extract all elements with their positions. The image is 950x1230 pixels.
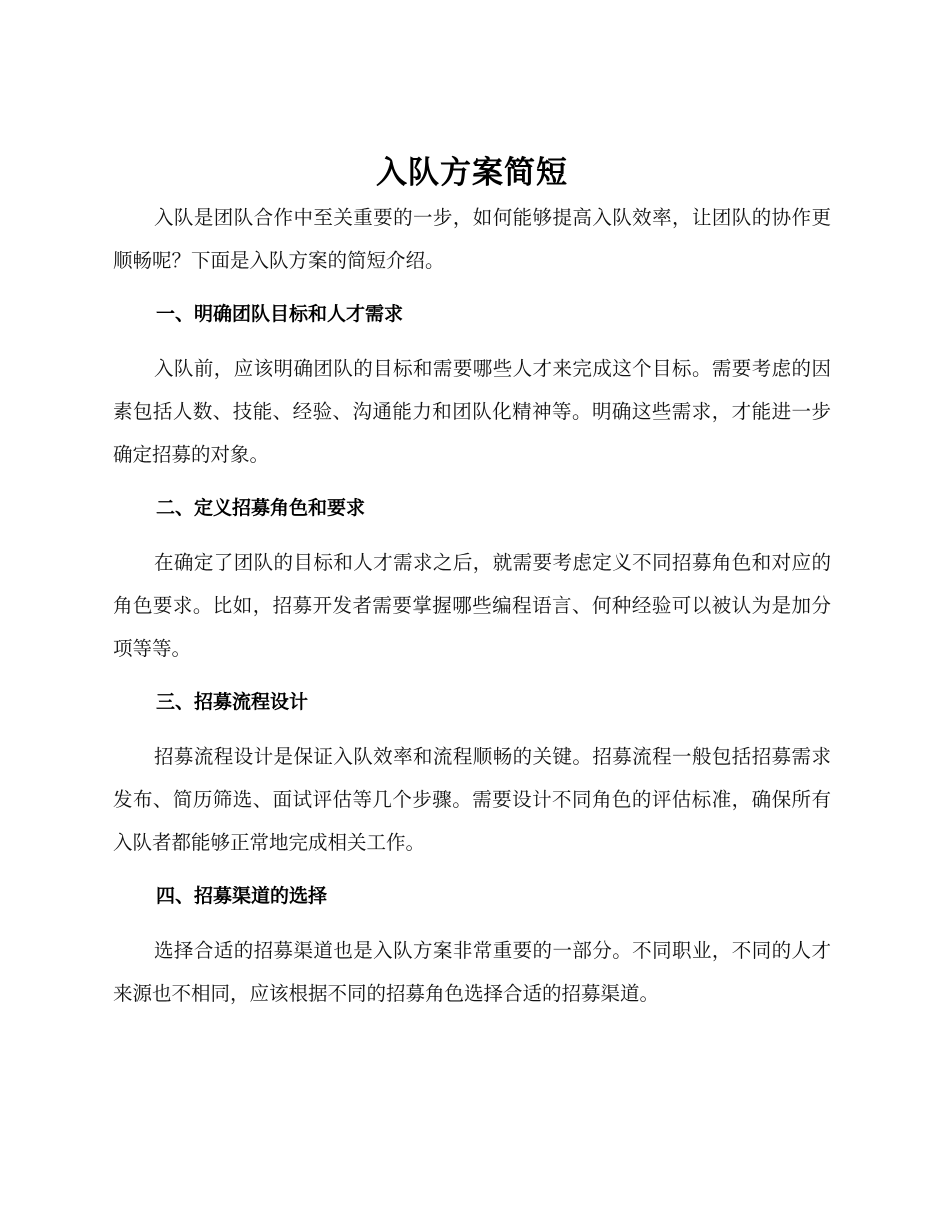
intro-paragraph: 入队是团队合作中至关重要的一步，如何能够提高入队效率，让团队的协作更顺畅呢？下面是入队方案的简短介绍。: [113, 206, 831, 272]
section-1-body: 入队前，应该明确团队的目标和需要哪些人才来完成这个目标。需要考虑的因素包括人数、技能、经验、沟通能力和团队化精神等。明确这些需求，才能进一步确定招募的对象。: [113, 357, 831, 466]
document-content: [113, 150, 831, 1015]
section-2-body: 在确定了团队的目标和人才需求之后，就需要考虑定义不同招募角色和对应的角色要求。比如，招募开发者需要掌握哪些编程语言、何种经验可以被认为是加分项等等。: [113, 551, 831, 660]
section-4-heading: 四、招募渠道的选择: [156, 885, 328, 907]
section-1-heading: 一、明确团队目标和人才需求: [156, 303, 404, 325]
document-title: 入队方案简短: [376, 155, 568, 191]
section-3-heading: 三、招募流程设计: [156, 691, 309, 713]
section-3-body: 招募流程设计是保证入队效率和流程顺畅的关键。招募流程一般包括招募需求发布、简历筛选、面试评估等几个步骤。需要设计不同角色的评估标准，确保所有入队者都能够正常地完成相关工作。: [113, 745, 831, 854]
section-2-heading: 二、定义招募角色和要求: [156, 497, 366, 519]
section-4-body: 选择合适的招募渠道也是入队方案非常重要的一部分。不同职业，不同的人才来源也不相同，应该根据不同的招募角色选择合适的招募渠道。: [113, 939, 831, 1005]
